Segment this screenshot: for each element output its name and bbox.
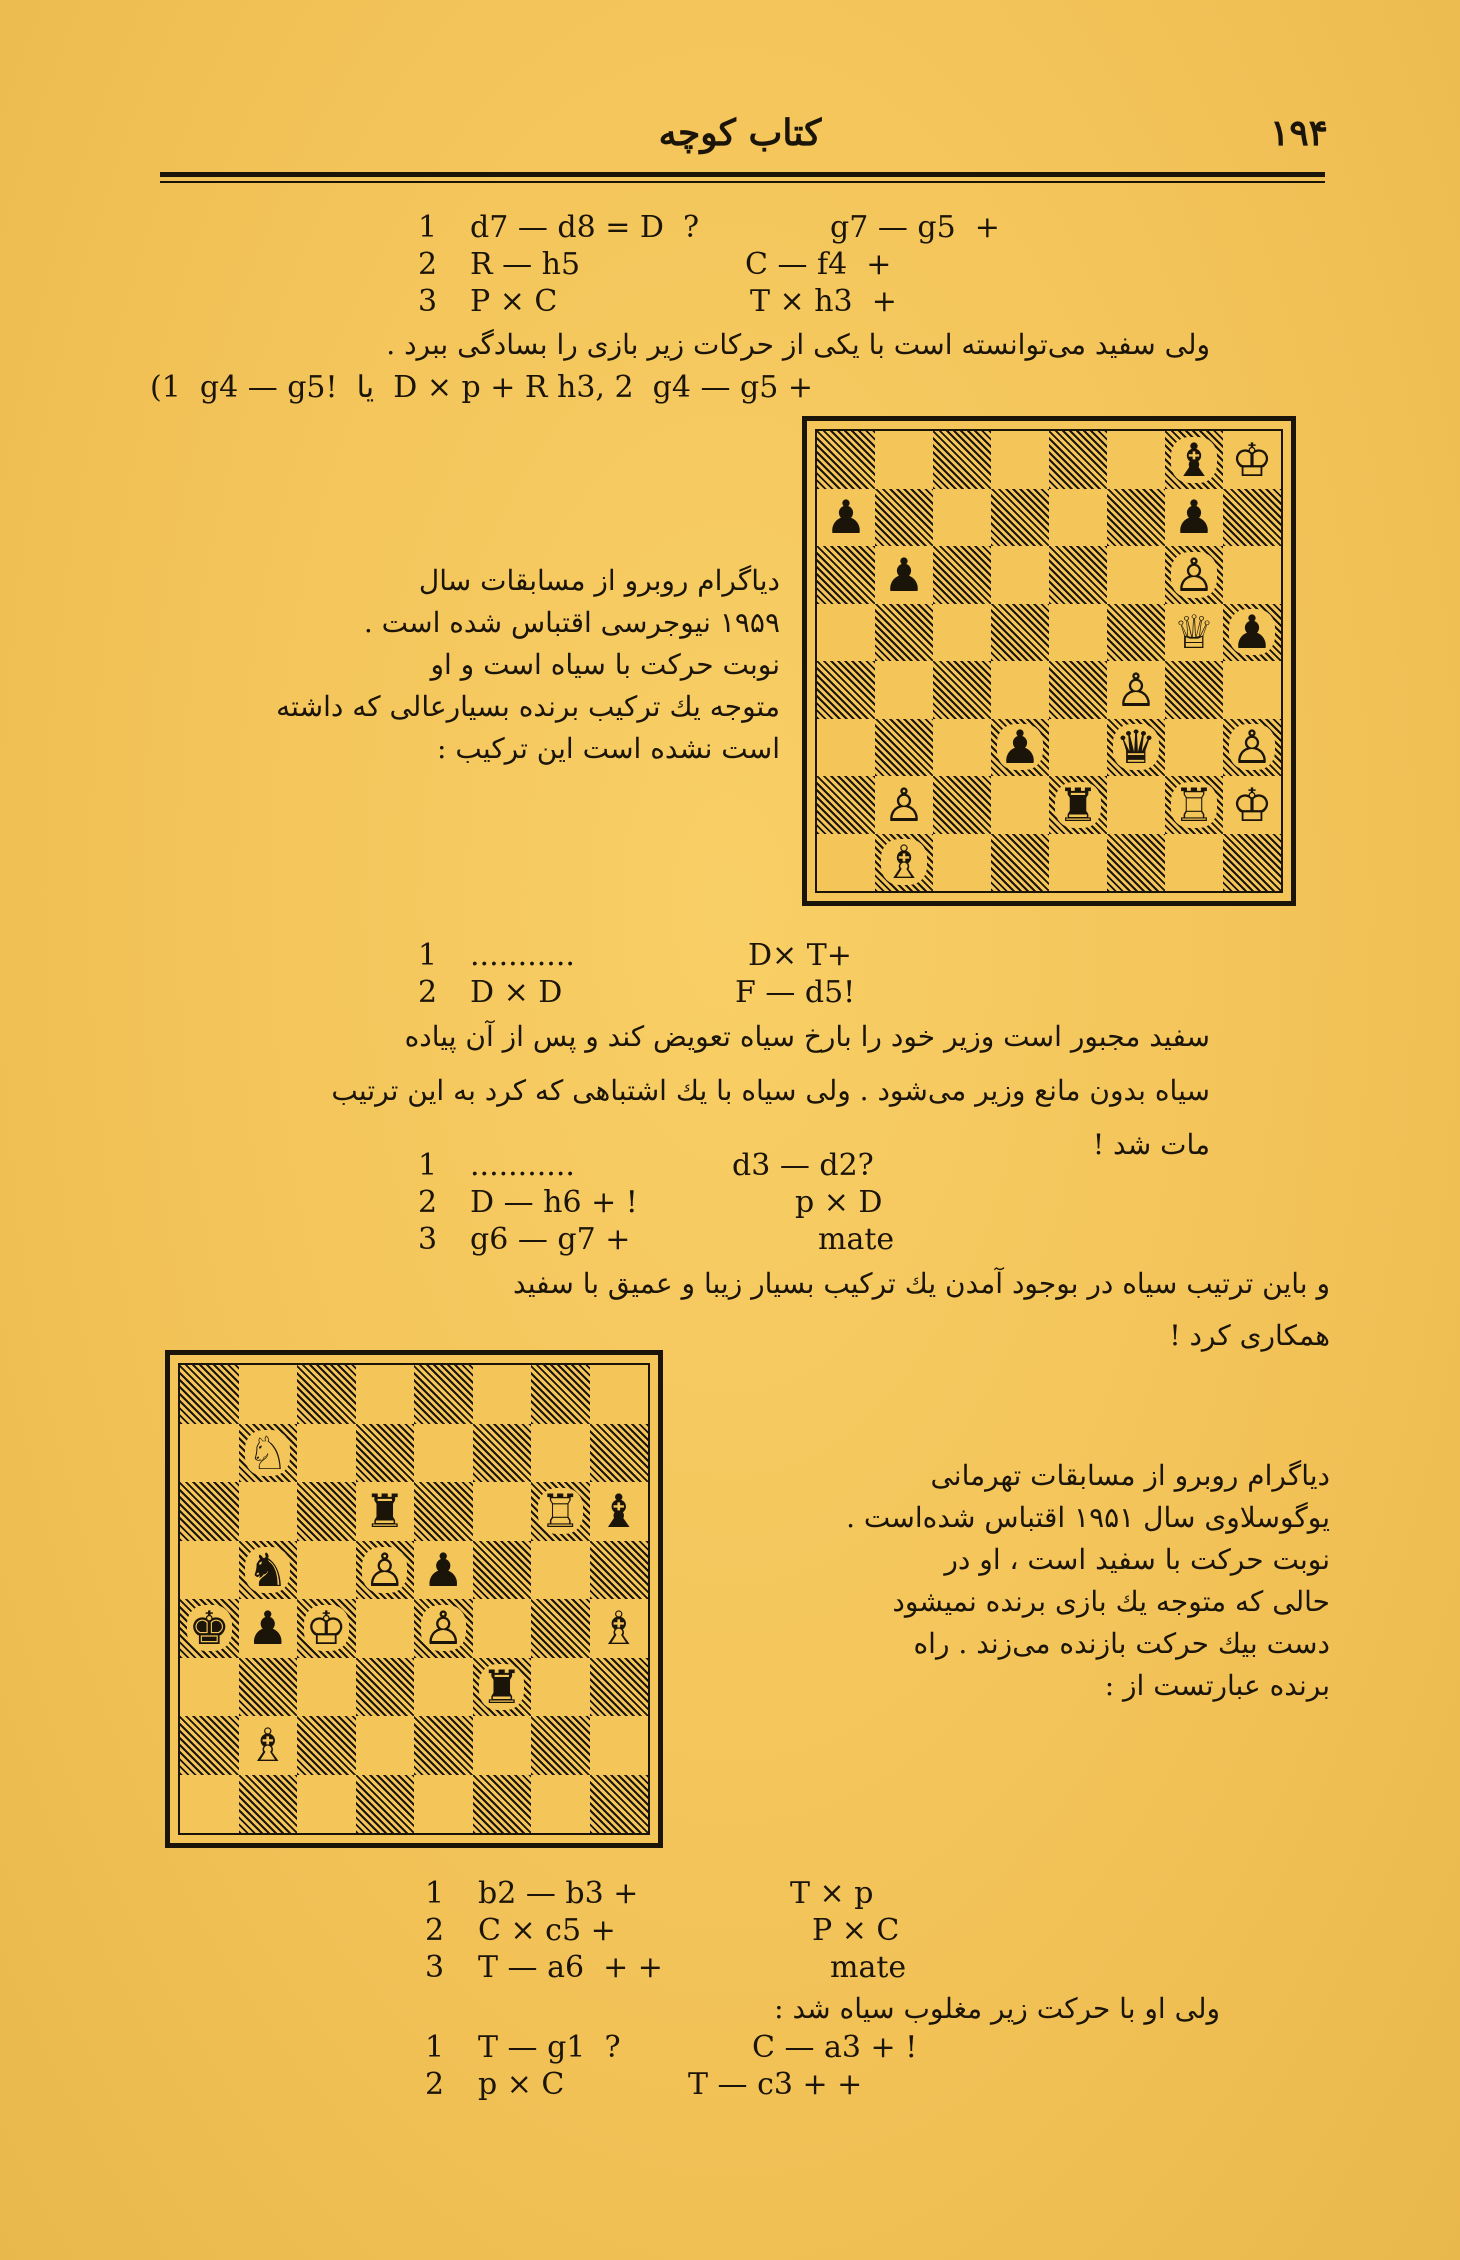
board-square bbox=[239, 1775, 298, 1834]
board-square bbox=[531, 1775, 590, 1834]
paragraph-line: مات شد ! bbox=[1092, 1128, 1210, 1161]
board-square bbox=[297, 1775, 356, 1834]
board-square bbox=[180, 1658, 239, 1717]
board-square bbox=[1107, 546, 1165, 604]
board-square bbox=[531, 1599, 590, 1658]
board-square bbox=[991, 489, 1049, 547]
board-square bbox=[531, 1541, 590, 1600]
white-move: R — h5 bbox=[470, 247, 581, 282]
board-square bbox=[1107, 489, 1165, 547]
board-square bbox=[817, 431, 875, 489]
board-square bbox=[239, 1424, 298, 1483]
move-number: 3 bbox=[425, 1950, 445, 1985]
board-square bbox=[531, 1365, 590, 1424]
board-square bbox=[239, 1658, 298, 1717]
board-square bbox=[414, 1775, 473, 1834]
white-move: D — h6 + ! bbox=[470, 1185, 638, 1220]
chess-piece: ♞ bbox=[247, 1542, 289, 1597]
board-square bbox=[356, 1658, 415, 1717]
chess-piece: ♝ bbox=[1173, 432, 1215, 487]
board-square bbox=[356, 1482, 415, 1541]
chess-piece: ♟ bbox=[999, 720, 1041, 775]
board-square bbox=[875, 604, 933, 662]
move-number: 3 bbox=[418, 284, 438, 319]
diagram-caption bbox=[140, 560, 780, 770]
board-square bbox=[1107, 834, 1165, 892]
chess-piece: ♙ bbox=[1231, 720, 1273, 775]
chess-piece: ♙ bbox=[883, 777, 925, 832]
board-square bbox=[933, 431, 991, 489]
board-square bbox=[817, 546, 875, 604]
board-square bbox=[180, 1424, 239, 1483]
move-number: 1 bbox=[418, 1148, 438, 1183]
white-move: T — g1 ? bbox=[478, 2030, 621, 2065]
board-square bbox=[991, 604, 1049, 662]
board-square bbox=[1049, 431, 1107, 489]
board-square bbox=[875, 661, 933, 719]
board-square bbox=[1223, 834, 1281, 892]
chess-piece: ♗ bbox=[598, 1601, 640, 1656]
board-square bbox=[356, 1716, 415, 1775]
board-square bbox=[933, 661, 991, 719]
board-square bbox=[297, 1365, 356, 1424]
white-move: D × D bbox=[470, 975, 563, 1010]
board-square bbox=[297, 1541, 356, 1600]
board-square bbox=[531, 1482, 590, 1541]
white-move: ........... bbox=[470, 938, 575, 973]
move-number: 1 bbox=[418, 938, 438, 973]
header-rule bbox=[160, 172, 1325, 177]
board-square bbox=[1049, 719, 1107, 777]
board-square bbox=[1107, 431, 1165, 489]
black-move: T × h3 + bbox=[750, 284, 897, 319]
black-move: p × D bbox=[795, 1185, 883, 1220]
board-square bbox=[933, 546, 991, 604]
black-move: mate bbox=[818, 1222, 895, 1257]
board-square bbox=[933, 776, 991, 834]
black-move: C — a3 + ! bbox=[752, 2030, 918, 2065]
board-square bbox=[414, 1716, 473, 1775]
board-square bbox=[1165, 489, 1223, 547]
chess-piece: ♗ bbox=[883, 835, 925, 890]
caption-line: دست بیك حرکت بازنده می‌زند . راه bbox=[913, 1627, 1330, 1660]
board-square bbox=[1165, 776, 1223, 834]
board-square bbox=[356, 1424, 415, 1483]
board-square bbox=[590, 1599, 649, 1658]
paragraph: ولی سفید می‌توانسته است با یکی از حرکات زیر بازی را بسادگی ببرد . bbox=[386, 328, 1210, 361]
paragraph-line: همکاری کرد ! bbox=[1169, 1319, 1330, 1352]
board-square bbox=[473, 1599, 532, 1658]
move-number: 1 bbox=[425, 2030, 445, 2065]
white-move: g6 — g7 + bbox=[470, 1222, 631, 1257]
board-square bbox=[1049, 489, 1107, 547]
chess-piece: ♙ bbox=[1115, 662, 1157, 717]
board-square bbox=[1107, 661, 1165, 719]
board-square bbox=[180, 1716, 239, 1775]
board-square bbox=[239, 1482, 298, 1541]
board-square bbox=[239, 1716, 298, 1775]
chess-piece: ♔ bbox=[1231, 777, 1273, 832]
board-square bbox=[817, 661, 875, 719]
caption-line: ۱۹۵۹ نیوجرسی اقتباس شده است . bbox=[363, 606, 780, 639]
board-square bbox=[356, 1775, 415, 1834]
board-square bbox=[531, 1716, 590, 1775]
chess-piece: ♜ bbox=[1057, 777, 1099, 832]
diagram-caption bbox=[720, 1455, 1330, 1707]
board-square bbox=[1223, 489, 1281, 547]
chess-piece: ♙ bbox=[1173, 547, 1215, 602]
board-square bbox=[297, 1482, 356, 1541]
board-square bbox=[1165, 719, 1223, 777]
board-square bbox=[1049, 661, 1107, 719]
board-square bbox=[414, 1541, 473, 1600]
board-square bbox=[1223, 719, 1281, 777]
chess-piece: ♚ bbox=[188, 1601, 230, 1656]
board-square bbox=[531, 1658, 590, 1717]
board-square bbox=[473, 1716, 532, 1775]
chess-piece: ♛ bbox=[1115, 720, 1157, 775]
board-square bbox=[297, 1424, 356, 1483]
board-square bbox=[1223, 546, 1281, 604]
board-square bbox=[414, 1365, 473, 1424]
caption-line: برنده عبارتست از : bbox=[1104, 1669, 1330, 1702]
board-square bbox=[1223, 431, 1281, 489]
board-square bbox=[875, 546, 933, 604]
caption-line: حالی که متوجه یك بازی برنده نمیشود bbox=[892, 1585, 1330, 1618]
black-move: mate bbox=[830, 1950, 907, 1985]
board-square bbox=[414, 1424, 473, 1483]
header-rule-thin bbox=[160, 181, 1325, 183]
board-square bbox=[933, 604, 991, 662]
white-move: d7 — d8 = D ? bbox=[470, 210, 700, 245]
board-square bbox=[1049, 604, 1107, 662]
chessboard bbox=[815, 429, 1283, 893]
white-move: C × c5 + bbox=[478, 1913, 616, 1948]
board-square bbox=[414, 1482, 473, 1541]
white-move: b2 — b3 + bbox=[478, 1876, 639, 1911]
board-square bbox=[1049, 776, 1107, 834]
board-square bbox=[933, 834, 991, 892]
chess-piece: ♖ bbox=[539, 1484, 581, 1539]
move-number: 2 bbox=[425, 2067, 445, 2102]
chess-piece: ♟ bbox=[422, 1542, 464, 1597]
caption-line: یوگوسلاوی سال ۱۹۵۱ اقتباس شده‌است . bbox=[846, 1501, 1330, 1534]
paragraph bbox=[150, 1010, 1210, 1172]
caption-line: متوجه یك ترکیب برنده بسیارعالی که داشته bbox=[276, 690, 780, 723]
board-square bbox=[180, 1482, 239, 1541]
paragraph: ولی او با حرکت زیر مغلوب سیاه شد : bbox=[774, 1992, 1220, 2025]
board-square bbox=[590, 1541, 649, 1600]
white-move: p × C bbox=[478, 2067, 565, 2102]
white-move: P × C bbox=[470, 284, 558, 319]
board-square bbox=[933, 719, 991, 777]
chess-piece: ♟ bbox=[247, 1601, 289, 1656]
board-square bbox=[590, 1482, 649, 1541]
board-square bbox=[817, 604, 875, 662]
move-number: 3 bbox=[418, 1222, 438, 1257]
board-square bbox=[1165, 604, 1223, 662]
board-square bbox=[356, 1365, 415, 1424]
board-square bbox=[1107, 776, 1165, 834]
black-move: g7 — g5 + bbox=[830, 210, 1000, 245]
board-square bbox=[817, 489, 875, 547]
board-square bbox=[239, 1541, 298, 1600]
board-square bbox=[473, 1775, 532, 1834]
board-square bbox=[875, 489, 933, 547]
board-square bbox=[590, 1658, 649, 1717]
board-square bbox=[180, 1365, 239, 1424]
board-square bbox=[180, 1599, 239, 1658]
chess-piece: ♔ bbox=[305, 1601, 347, 1656]
alternative-moves: (1 g4 — g5! یا D × p + R h3, 2 g4 — g5 + bbox=[150, 370, 813, 405]
board-square bbox=[180, 1775, 239, 1834]
chess-piece: ♔ bbox=[1231, 432, 1273, 487]
chess-piece: ♜ bbox=[481, 1659, 523, 1714]
board-square bbox=[590, 1775, 649, 1834]
caption-line: است نشده است این ترکیب : bbox=[437, 732, 780, 765]
black-move: T × p bbox=[790, 1876, 874, 1911]
board-square bbox=[1165, 546, 1223, 604]
board-square bbox=[1049, 834, 1107, 892]
black-move: C — f4 + bbox=[745, 247, 892, 282]
chess-piece: ♙ bbox=[364, 1542, 406, 1597]
board-square bbox=[239, 1365, 298, 1424]
board-square bbox=[817, 834, 875, 892]
board-square bbox=[875, 719, 933, 777]
caption-line: نوبت حرکت با سفید است ، او در bbox=[944, 1543, 1330, 1576]
board-square bbox=[875, 431, 933, 489]
chess-diagram-2 bbox=[165, 1350, 663, 1848]
board-square bbox=[1165, 661, 1223, 719]
chess-piece: ♟ bbox=[1231, 605, 1273, 660]
move-number: 2 bbox=[418, 1185, 438, 1220]
board-square bbox=[991, 719, 1049, 777]
chess-piece: ♖ bbox=[1173, 777, 1215, 832]
board-square bbox=[1223, 776, 1281, 834]
caption-line: دیاگرام روبرو از مسابقات سال bbox=[418, 564, 780, 597]
board-square bbox=[1165, 834, 1223, 892]
black-move: D× T+ bbox=[748, 938, 852, 973]
paragraph bbox=[150, 1258, 1330, 1362]
board-square bbox=[1107, 719, 1165, 777]
white-move: ........... bbox=[470, 1148, 575, 1183]
black-move: F — d5! bbox=[735, 975, 856, 1010]
move-number: 2 bbox=[418, 247, 438, 282]
chess-piece: ♟ bbox=[825, 490, 867, 545]
black-move: T — c3 + + bbox=[688, 2067, 863, 2102]
move-number: 2 bbox=[425, 1913, 445, 1948]
chessboard bbox=[178, 1363, 650, 1835]
chess-piece: ♟ bbox=[1173, 490, 1215, 545]
board-square bbox=[414, 1599, 473, 1658]
board-square bbox=[473, 1658, 532, 1717]
chess-piece: ♙ bbox=[422, 1601, 464, 1656]
board-square bbox=[297, 1658, 356, 1717]
board-square bbox=[473, 1482, 532, 1541]
move-number: 1 bbox=[425, 1876, 445, 1911]
chess-piece: ♕ bbox=[1173, 605, 1215, 660]
caption-line: نوبت حرکت با سیاه است و او bbox=[430, 648, 780, 681]
board-square bbox=[1107, 604, 1165, 662]
paragraph-line: و باین ترتیب سیاه در بوجود آمدن یك ترکیب بسیار زیبا و عمیق با سفید bbox=[513, 1267, 1330, 1300]
board-square bbox=[590, 1424, 649, 1483]
board-square bbox=[297, 1599, 356, 1658]
board-square bbox=[1049, 546, 1107, 604]
white-move: T — a6 + + bbox=[478, 1950, 663, 1985]
caption-line: دیاگرام روبرو از مسابقات تهرمانی bbox=[930, 1459, 1330, 1492]
board-square bbox=[1223, 604, 1281, 662]
black-move: d3 — d2? bbox=[732, 1148, 874, 1183]
paragraph-line: سفید مجبور است وزیر خود را بارخ سیاه تعویض کند و پس از آن پیاده bbox=[404, 1020, 1210, 1053]
board-square bbox=[531, 1424, 590, 1483]
chess-piece: ♝ bbox=[598, 1484, 640, 1539]
board-square bbox=[875, 776, 933, 834]
board-square bbox=[1165, 431, 1223, 489]
board-square bbox=[933, 489, 991, 547]
page-header-title: کتاب کوچه bbox=[658, 112, 822, 154]
chess-diagram-1 bbox=[802, 416, 1296, 906]
board-square bbox=[297, 1716, 356, 1775]
board-square bbox=[473, 1541, 532, 1600]
board-square bbox=[473, 1365, 532, 1424]
board-square bbox=[991, 776, 1049, 834]
chess-piece: ♗ bbox=[247, 1718, 289, 1773]
board-square bbox=[590, 1365, 649, 1424]
board-square bbox=[1223, 661, 1281, 719]
board-square bbox=[356, 1541, 415, 1600]
board-square bbox=[991, 661, 1049, 719]
move-number: 2 bbox=[418, 975, 438, 1010]
page-number: ۱۹۴ bbox=[1270, 112, 1329, 154]
board-square bbox=[991, 431, 1049, 489]
board-square bbox=[817, 776, 875, 834]
move-number: 1 bbox=[418, 210, 438, 245]
board-square bbox=[817, 719, 875, 777]
board-square bbox=[180, 1541, 239, 1600]
board-square bbox=[991, 834, 1049, 892]
black-move: P × C bbox=[812, 1913, 900, 1948]
chess-piece: ♜ bbox=[364, 1484, 406, 1539]
board-square bbox=[414, 1658, 473, 1717]
paragraph-line: سیاه بدون مانع وزیر می‌شود . ولی سیاه با یك اشتباهی که کرد به این ترتیب bbox=[331, 1074, 1210, 1107]
chess-piece: ♟ bbox=[883, 547, 925, 602]
board-square bbox=[875, 834, 933, 892]
chess-piece: ♘ bbox=[247, 1425, 289, 1480]
board-square bbox=[239, 1599, 298, 1658]
board-square bbox=[590, 1716, 649, 1775]
board-square bbox=[991, 546, 1049, 604]
board-square bbox=[473, 1424, 532, 1483]
board-square bbox=[356, 1599, 415, 1658]
